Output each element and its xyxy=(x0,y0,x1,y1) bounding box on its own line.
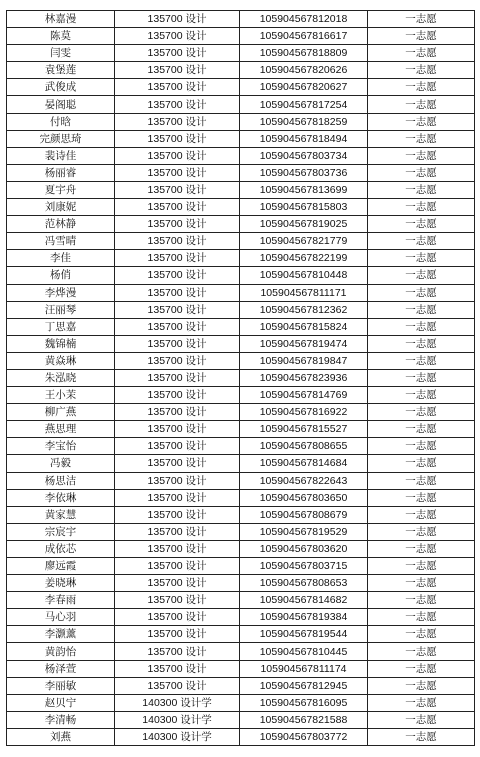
candidate-id-cell: 105904567823936 xyxy=(240,369,368,386)
student-name-cell: 李春雨 xyxy=(7,592,115,609)
student-name-cell: 杨俏 xyxy=(7,267,115,284)
major-cell: 135700 设计 xyxy=(115,592,240,609)
student-name-cell: 黄焱琳 xyxy=(7,352,115,369)
preference-cell: 一志愿 xyxy=(368,404,475,421)
preference-cell: 一志愿 xyxy=(368,164,475,181)
major-cell: 135700 设计 xyxy=(115,523,240,540)
table-row xyxy=(7,79,475,96)
preference-cell: 一志愿 xyxy=(368,318,475,335)
student-name-cell: 黄韵怡 xyxy=(7,643,115,660)
student-name-cell: 王小茉 xyxy=(7,387,115,404)
preference-cell: 一志愿 xyxy=(368,113,475,130)
table-row xyxy=(7,455,475,472)
major-cell: 135700 设计 xyxy=(115,369,240,386)
candidate-id-cell: 105904567815803 xyxy=(240,199,368,216)
preference-cell: 一志愿 xyxy=(368,728,475,745)
candidate-id-cell: 105904567812018 xyxy=(240,11,368,28)
preference-cell: 一志愿 xyxy=(368,421,475,438)
major-cell: 135700 设计 xyxy=(115,147,240,164)
major-cell: 135700 设计 xyxy=(115,335,240,352)
table-row xyxy=(7,728,475,745)
preference-cell: 一志愿 xyxy=(368,335,475,352)
candidate-id-cell: 105904567816617 xyxy=(240,28,368,45)
major-cell: 135700 设计 xyxy=(115,250,240,267)
preference-cell: 一志愿 xyxy=(368,609,475,626)
preference-cell: 一志愿 xyxy=(368,506,475,523)
major-cell: 135700 设计 xyxy=(115,267,240,284)
table-row xyxy=(7,523,475,540)
major-cell: 135700 设计 xyxy=(115,45,240,62)
candidate-id-cell: 105904567803734 xyxy=(240,147,368,164)
table-row xyxy=(7,28,475,45)
major-cell: 135700 设计 xyxy=(115,216,240,233)
candidate-id-cell: 105904567812945 xyxy=(240,677,368,694)
major-cell: 135700 设计 xyxy=(115,540,240,557)
candidate-id-cell: 105904567814682 xyxy=(240,592,368,609)
table-row xyxy=(7,421,475,438)
preference-cell: 一志愿 xyxy=(368,96,475,113)
candidate-id-cell: 105904567813699 xyxy=(240,181,368,198)
major-cell: 135700 设计 xyxy=(115,62,240,79)
student-name-cell: 姜晓琳 xyxy=(7,575,115,592)
preference-cell: 一志愿 xyxy=(368,369,475,386)
student-name-cell: 杨思洁 xyxy=(7,472,115,489)
student-name-cell: 燕思理 xyxy=(7,421,115,438)
student-name-cell: 赵贝宁 xyxy=(7,694,115,711)
table-row xyxy=(7,438,475,455)
major-cell: 135700 设计 xyxy=(115,404,240,421)
table-row xyxy=(7,677,475,694)
candidate-id-cell: 105904567812362 xyxy=(240,301,368,318)
table-row xyxy=(7,489,475,506)
student-name-cell: 杨丽睿 xyxy=(7,164,115,181)
preference-cell: 一志愿 xyxy=(368,301,475,318)
preference-cell: 一志愿 xyxy=(368,62,475,79)
table-row xyxy=(7,643,475,660)
major-cell: 135700 设计 xyxy=(115,421,240,438)
candidate-id-cell: 105904567817254 xyxy=(240,96,368,113)
table-row xyxy=(7,318,475,335)
major-cell: 135700 设计 xyxy=(115,489,240,506)
student-name-cell: 冯雪晴 xyxy=(7,233,115,250)
preference-cell: 一志愿 xyxy=(368,387,475,404)
table-row xyxy=(7,592,475,609)
table-row xyxy=(7,387,475,404)
preference-cell: 一志愿 xyxy=(368,147,475,164)
candidate-id-cell: 105904567820626 xyxy=(240,62,368,79)
preference-cell: 一志愿 xyxy=(368,592,475,609)
table-row xyxy=(7,130,475,147)
candidate-id-cell: 105904567819025 xyxy=(240,216,368,233)
candidate-id-cell: 105904567816922 xyxy=(240,404,368,421)
table-row xyxy=(7,62,475,79)
candidate-id-cell: 105904567819384 xyxy=(240,609,368,626)
table-row xyxy=(7,558,475,575)
student-name-cell: 成依芯 xyxy=(7,540,115,557)
preference-cell: 一志愿 xyxy=(368,455,475,472)
candidate-id-cell: 105904567822643 xyxy=(240,472,368,489)
student-name-cell: 黄家慧 xyxy=(7,506,115,523)
major-cell: 135700 设计 xyxy=(115,199,240,216)
major-cell: 135700 设计 xyxy=(115,96,240,113)
student-name-cell: 李佳 xyxy=(7,250,115,267)
major-cell: 135700 设计 xyxy=(115,472,240,489)
preference-cell: 一志愿 xyxy=(368,558,475,575)
student-name-cell: 完颜思琦 xyxy=(7,130,115,147)
table-row xyxy=(7,694,475,711)
preference-cell: 一志愿 xyxy=(368,438,475,455)
table-row xyxy=(7,369,475,386)
major-cell: 135700 设计 xyxy=(115,28,240,45)
major-cell: 135700 设计 xyxy=(115,387,240,404)
table-row xyxy=(7,113,475,130)
candidate-id-cell: 105904567818809 xyxy=(240,45,368,62)
table-row xyxy=(7,181,475,198)
major-cell: 135700 设计 xyxy=(115,11,240,28)
preference-cell: 一志愿 xyxy=(368,267,475,284)
preference-cell: 一志愿 xyxy=(368,489,475,506)
preference-cell: 一志愿 xyxy=(368,216,475,233)
student-name-cell: 李烨漫 xyxy=(7,284,115,301)
student-name-cell: 刘燕 xyxy=(7,728,115,745)
table-row xyxy=(7,164,475,181)
table-row xyxy=(7,45,475,62)
student-name-cell: 李丽敏 xyxy=(7,677,115,694)
table-row xyxy=(7,11,475,28)
preference-cell: 一志愿 xyxy=(368,677,475,694)
major-cell: 135700 设计 xyxy=(115,558,240,575)
major-cell: 135700 设计 xyxy=(115,318,240,335)
table-row xyxy=(7,96,475,113)
major-cell: 135700 设计 xyxy=(115,79,240,96)
candidate-id-cell: 105904567810448 xyxy=(240,267,368,284)
table-row xyxy=(7,199,475,216)
table-row xyxy=(7,575,475,592)
candidate-id-cell: 105904567815824 xyxy=(240,318,368,335)
table-row xyxy=(7,609,475,626)
candidate-id-cell: 105904567803736 xyxy=(240,164,368,181)
major-cell: 135700 设计 xyxy=(115,438,240,455)
candidate-id-cell: 105904567810445 xyxy=(240,643,368,660)
table-row xyxy=(7,147,475,164)
major-cell: 135700 设计 xyxy=(115,626,240,643)
candidate-id-cell: 105904567819529 xyxy=(240,523,368,540)
candidate-id-cell: 105904567803620 xyxy=(240,540,368,557)
student-name-cell: 付晗 xyxy=(7,113,115,130)
major-cell: 135700 设计 xyxy=(115,130,240,147)
major-cell: 140300 设计学 xyxy=(115,711,240,728)
major-cell: 140300 设计学 xyxy=(115,694,240,711)
preference-cell: 一志愿 xyxy=(368,130,475,147)
student-name-cell: 汪丽琴 xyxy=(7,301,115,318)
preference-cell: 一志愿 xyxy=(368,626,475,643)
student-name-cell: 冯毅 xyxy=(7,455,115,472)
preference-cell: 一志愿 xyxy=(368,643,475,660)
candidate-id-cell: 105904567816095 xyxy=(240,694,368,711)
student-name-cell: 晏阁聪 xyxy=(7,96,115,113)
table-row xyxy=(7,540,475,557)
preference-cell: 一志愿 xyxy=(368,540,475,557)
candidate-id-cell: 105904567803772 xyxy=(240,728,368,745)
student-name-cell: 丁思嘉 xyxy=(7,318,115,335)
candidate-id-cell: 105904567808653 xyxy=(240,575,368,592)
student-name-cell: 陈莫 xyxy=(7,28,115,45)
major-cell: 135700 设计 xyxy=(115,113,240,130)
preference-cell: 一志愿 xyxy=(368,284,475,301)
student-name-cell: 李灏薰 xyxy=(7,626,115,643)
candidate-id-cell: 105904567811174 xyxy=(240,660,368,677)
candidate-id-cell: 105904567808655 xyxy=(240,438,368,455)
preference-cell: 一志愿 xyxy=(368,352,475,369)
student-name-cell: 范林静 xyxy=(7,216,115,233)
candidate-id-cell: 105904567808679 xyxy=(240,506,368,523)
major-cell: 135700 设计 xyxy=(115,181,240,198)
table-row xyxy=(7,626,475,643)
student-name-cell: 李清畅 xyxy=(7,711,115,728)
candidate-id-cell: 105904567803715 xyxy=(240,558,368,575)
preference-cell: 一志愿 xyxy=(368,250,475,267)
preference-cell: 一志愿 xyxy=(368,28,475,45)
candidate-id-cell: 105904567819847 xyxy=(240,352,368,369)
preference-cell: 一志愿 xyxy=(368,181,475,198)
table-row xyxy=(7,472,475,489)
table-body xyxy=(7,11,475,746)
student-name-cell: 魏锦楠 xyxy=(7,335,115,352)
student-name-cell: 杨泽萱 xyxy=(7,660,115,677)
student-name-cell: 林嘉漫 xyxy=(7,11,115,28)
candidate-id-cell: 105904567814769 xyxy=(240,387,368,404)
major-cell: 135700 设计 xyxy=(115,506,240,523)
candidate-id-cell: 105904567821779 xyxy=(240,233,368,250)
student-name-cell: 刘康妮 xyxy=(7,199,115,216)
table-row xyxy=(7,335,475,352)
table-row xyxy=(7,284,475,301)
preference-cell: 一志愿 xyxy=(368,11,475,28)
preference-cell: 一志愿 xyxy=(368,711,475,728)
student-name-cell: 袁堡莲 xyxy=(7,62,115,79)
preference-cell: 一志愿 xyxy=(368,523,475,540)
candidate-id-cell: 105904567803650 xyxy=(240,489,368,506)
student-name-cell: 夏宇舟 xyxy=(7,181,115,198)
student-name-cell: 马心羽 xyxy=(7,609,115,626)
student-name-cell: 廖远霞 xyxy=(7,558,115,575)
major-cell: 135700 设计 xyxy=(115,455,240,472)
preference-cell: 一志愿 xyxy=(368,575,475,592)
major-cell: 135700 设计 xyxy=(115,301,240,318)
candidate-id-cell: 105904567814684 xyxy=(240,455,368,472)
student-name-cell: 宗宸宇 xyxy=(7,523,115,540)
candidate-id-cell: 105904567819474 xyxy=(240,335,368,352)
candidate-id-cell: 105904567815527 xyxy=(240,421,368,438)
student-name-cell: 裴诗佳 xyxy=(7,147,115,164)
table-row xyxy=(7,233,475,250)
major-cell: 135700 设计 xyxy=(115,164,240,181)
table-row xyxy=(7,301,475,318)
major-cell: 140300 设计学 xyxy=(115,728,240,745)
table-row xyxy=(7,711,475,728)
major-cell: 135700 设计 xyxy=(115,575,240,592)
major-cell: 135700 设计 xyxy=(115,284,240,301)
table-row xyxy=(7,506,475,523)
student-name-cell: 李依琳 xyxy=(7,489,115,506)
candidate-id-cell: 105904567818494 xyxy=(240,130,368,147)
candidate-id-cell: 105904567820627 xyxy=(240,79,368,96)
preference-cell: 一志愿 xyxy=(368,472,475,489)
major-cell: 135700 设计 xyxy=(115,677,240,694)
preference-cell: 一志愿 xyxy=(368,45,475,62)
table-row xyxy=(7,216,475,233)
candidate-id-cell: 105904567811171 xyxy=(240,284,368,301)
candidate-id-cell: 105904567822199 xyxy=(240,250,368,267)
preference-cell: 一志愿 xyxy=(368,199,475,216)
student-name-cell: 柳广燕 xyxy=(7,404,115,421)
admission-list-table xyxy=(6,10,475,746)
table-row xyxy=(7,267,475,284)
major-cell: 135700 设计 xyxy=(115,609,240,626)
major-cell: 135700 设计 xyxy=(115,233,240,250)
preference-cell: 一志愿 xyxy=(368,233,475,250)
preference-cell: 一志愿 xyxy=(368,694,475,711)
student-name-cell: 朱泓晓 xyxy=(7,369,115,386)
student-name-cell: 闫雯 xyxy=(7,45,115,62)
candidate-id-cell: 105904567818259 xyxy=(240,113,368,130)
preference-cell: 一志愿 xyxy=(368,79,475,96)
student-name-cell: 武俊成 xyxy=(7,79,115,96)
table-row xyxy=(7,352,475,369)
major-cell: 135700 设计 xyxy=(115,352,240,369)
major-cell: 135700 设计 xyxy=(115,660,240,677)
table-row xyxy=(7,250,475,267)
candidate-id-cell: 105904567819544 xyxy=(240,626,368,643)
major-cell: 135700 设计 xyxy=(115,643,240,660)
table-row xyxy=(7,404,475,421)
candidate-id-cell: 105904567821588 xyxy=(240,711,368,728)
table-row xyxy=(7,660,475,677)
preference-cell: 一志愿 xyxy=(368,660,475,677)
student-name-cell: 李宝怡 xyxy=(7,438,115,455)
